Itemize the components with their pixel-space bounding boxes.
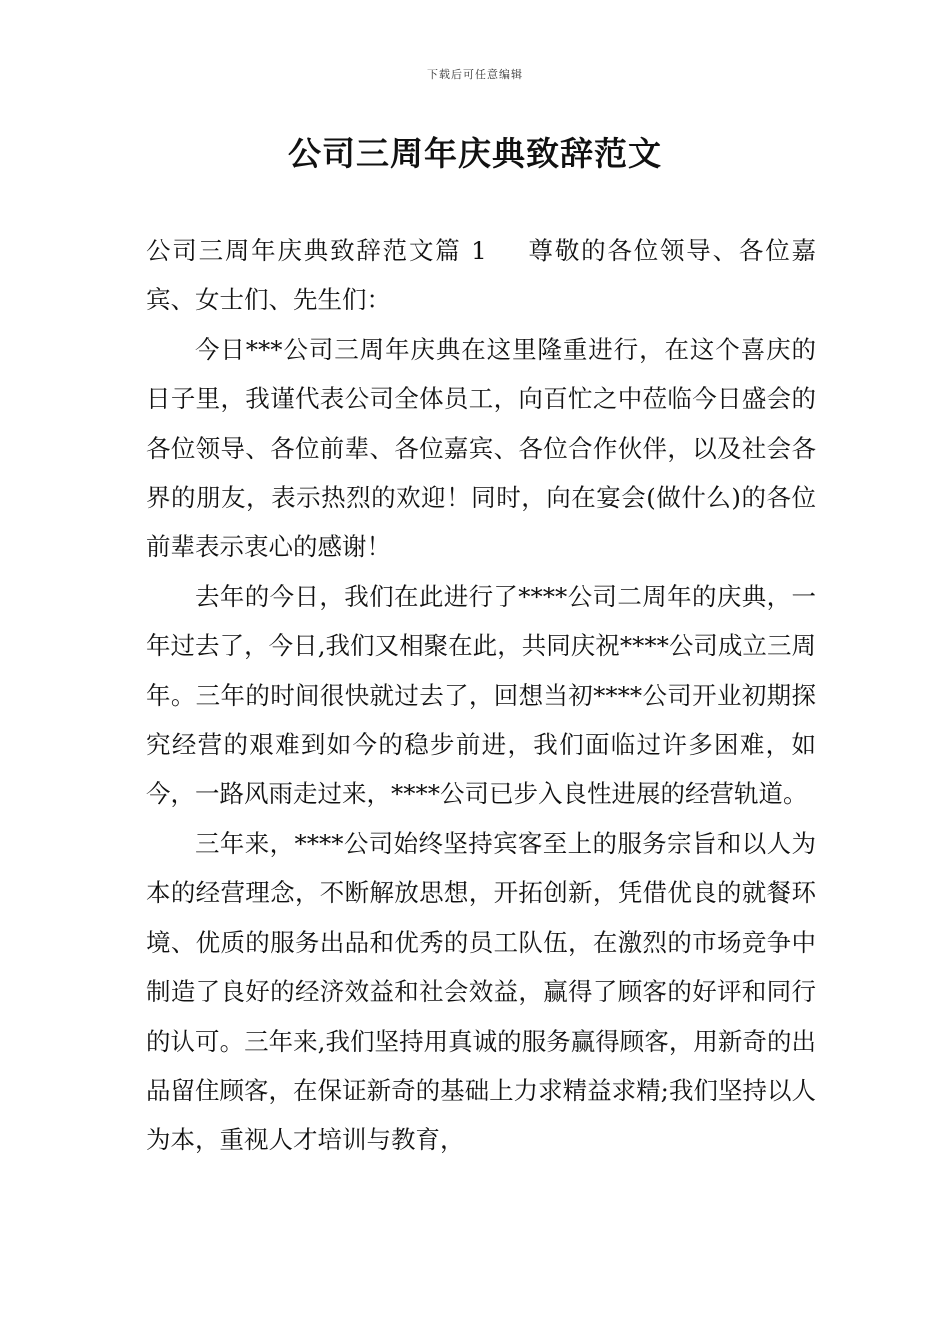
intro-paragraph xyxy=(146,226,816,325)
salutation: 尊敬的各位领导、各位嘉宾、女士们、先生们： xyxy=(146,236,816,315)
document-body xyxy=(146,226,816,1165)
paragraph-review: 去年的今日，我们在此进行了****公司二周年的庆典，一年过去了，今日,我们又相聚在此，共同庆祝****公司成立三周年。三年的时间很快就过去了，回想当初****公司开业初期探究经营的艰难到如今的稳步前进，我们面临过许多困难，如今，一路风雨走过来，****公司已步入良性进展的经营轨道。 xyxy=(146,581,816,809)
paragraph-achievements: 三年来，****公司始终坚持宾客至上的服务宗旨和以人为本的经营理念，不断解放思想，开拓创新，凭借优良的就餐环境、优质的服务出品和优秀的员工队伍，在激烈的市场竞争中制造了良好的经济效益和社会效益，赢得了顾客的好评和同行的认可。三年来,我们坚持用真诚的服务赢得顾客，用新奇的出品留住顾客，在保证新奇的基础上力求精益求精;我们坚持以人为本，重视人才培训与教育， xyxy=(146,828,816,1155)
header-note: 下载后可任意编辑 xyxy=(427,68,523,81)
document-title: 公司三周年庆典致辞范文 xyxy=(288,134,662,173)
section-heading: 公司三周年庆典致辞范文篇 1 xyxy=(146,236,487,265)
paragraph-welcome: 今日***公司三周年庆典在这里隆重进行，在这个喜庆的日子里，我谨代表公司全体员工，向百忙之中莅临今日盛会的各位领导、各位前辈、各位嘉宾、各位合作伙伴，以及社会各界的朋友，表示热烈的欢迎！同时，向在宴会(做什么)的各位前辈表示衷心的感谢！ xyxy=(146,334,816,562)
